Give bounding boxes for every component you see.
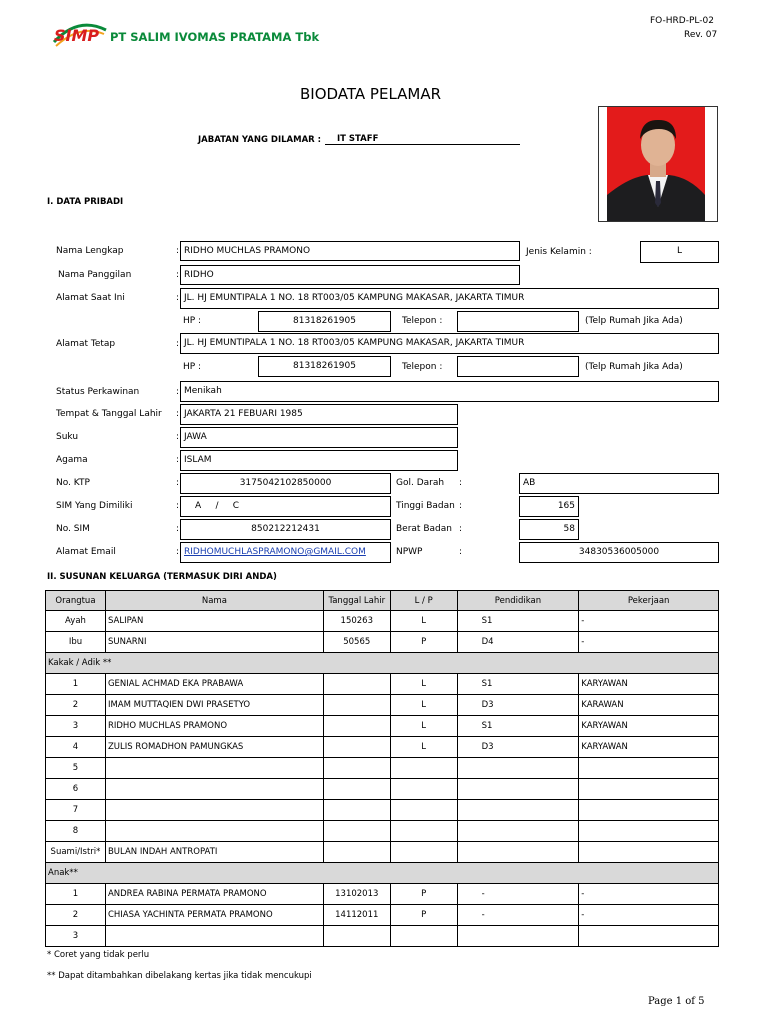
field-ttl[interactable]: JAKARTA 21 FEBUARI 1985 <box>180 404 458 425</box>
label-suku: Suku <box>56 432 79 442</box>
telp-note-2: (Telp Rumah Jika Ada) <box>585 362 683 372</box>
colon: : <box>176 455 180 465</box>
field-tinggi-badan[interactable]: 165 <box>519 496 579 517</box>
section-personal-data: I. DATA PRIBADI <box>47 197 124 207</box>
cell-pend[interactable] <box>457 779 579 800</box>
label-status-perkawinan: Status Perkawinan <box>56 387 140 397</box>
field-email[interactable] <box>180 542 391 563</box>
table-row <box>46 800 719 821</box>
colon: : <box>459 524 463 534</box>
table-row-spouse <box>46 842 719 863</box>
cell-lp[interactable] <box>390 821 457 842</box>
header-orangtua: Orangtua <box>46 591 106 611</box>
cell-lp[interactable] <box>390 926 457 947</box>
header-pendidikan: Pendidikan <box>457 591 579 611</box>
label-ttl: Tempat & Tanggal Lahir <box>56 409 162 419</box>
company-name: PT SALIM IVOMAS PRATAMA Tbk <box>110 30 320 44</box>
cell-lp[interactable]: P <box>390 884 457 905</box>
section-family: II. SUSUNAN KELUARGA (TERMASUK DIRI ANDA) <box>47 572 277 582</box>
label-sim: SIM Yang Dimiliki <box>56 501 133 511</box>
cell-lp[interactable]: L <box>390 611 457 632</box>
colon: : <box>176 478 180 488</box>
cell-kerja[interactable]: - <box>579 905 719 926</box>
cell-lp[interactable] <box>390 758 457 779</box>
table-row <box>46 632 719 653</box>
cell-pend[interactable]: - <box>457 884 579 905</box>
cell-tgl[interactable]: 50565 <box>323 632 390 653</box>
colon: : <box>176 293 180 303</box>
cell-lp[interactable]: L <box>390 716 457 737</box>
cell-kerja[interactable] <box>579 758 719 779</box>
cell-kerja[interactable]: - <box>579 884 719 905</box>
table-row <box>46 716 719 737</box>
colon: : <box>176 270 180 280</box>
cell-tgl[interactable] <box>323 800 390 821</box>
label-telepon-1: Telepon : <box>402 316 443 326</box>
cell-tgl[interactable] <box>323 716 390 737</box>
company-logo <box>50 20 110 56</box>
label-npwp: NPWP <box>396 547 423 557</box>
cell-pend[interactable]: D4 <box>457 632 579 653</box>
cell-pend[interactable] <box>457 926 579 947</box>
field-ktp[interactable]: 3175042102850000 <box>180 473 391 494</box>
header-pekerjaan: Pekerjaan <box>579 591 719 611</box>
table-row <box>46 926 719 947</box>
cell-kerja[interactable]: KARYAWAN <box>579 716 719 737</box>
cell-no: 6 <box>46 779 106 800</box>
cell-tgl[interactable] <box>323 842 390 863</box>
cell-pend[interactable]: D3 <box>457 695 579 716</box>
label-email: Alamat Email <box>56 547 116 557</box>
label-gol-darah: Gol. Darah <box>396 478 445 488</box>
cell-nama[interactable]: IMAM MUTTAQIEN DWI PRASETYO <box>105 695 323 716</box>
cell-kerja[interactable]: - <box>579 632 719 653</box>
cell-pend[interactable] <box>457 758 579 779</box>
cell-kerja[interactable]: KARYAWAN <box>579 737 719 758</box>
cell-tgl[interactable]: 13102013 <box>323 884 390 905</box>
cell-kerja[interactable]: KARAWAN <box>579 695 719 716</box>
label-alamat-saat-ini: Alamat Saat Ini <box>56 293 125 303</box>
position-value: IT STAFF <box>325 134 520 145</box>
cell-lp[interactable] <box>390 842 457 863</box>
colon: : <box>176 409 180 419</box>
field-no-sim[interactable]: 850212212431 <box>180 519 391 540</box>
note-2: ** Dapat ditambahkan dibelakang kertas jika tidak mencukupi <box>47 971 312 981</box>
position-label: JABATAN YANG DILAMAR : <box>198 135 322 145</box>
colon: : <box>459 501 463 511</box>
cell-no: 1 <box>46 884 106 905</box>
cell-tgl[interactable] <box>323 821 390 842</box>
cell-nama[interactable]: SUNARNI <box>105 632 323 653</box>
cell-nama[interactable]: ANDREA RABINA PERMATA PRAMONO <box>105 884 323 905</box>
cell-kerja[interactable]: KARYAWAN <box>579 674 719 695</box>
header-lp: L / P <box>390 591 457 611</box>
table-row <box>46 674 719 695</box>
cell-no: 5 <box>46 758 106 779</box>
colon: : <box>176 524 180 534</box>
cell-tgl[interactable] <box>323 758 390 779</box>
colon: : <box>176 501 180 511</box>
label-berat-badan: Berat Badan <box>396 524 452 534</box>
field-agama[interactable]: ISLAM <box>180 450 458 471</box>
group-row-children <box>46 863 719 884</box>
email-link[interactable]: RIDHOMUCHLASPRAMONO@GMAIL.COM <box>184 547 366 557</box>
field-nama-panggilan[interactable]: RIDHO <box>180 265 520 285</box>
cell-pend[interactable]: S1 <box>457 716 579 737</box>
cell-kerja[interactable] <box>579 842 719 863</box>
field-telepon-2[interactable] <box>457 356 579 377</box>
cell-nama[interactable] <box>105 926 323 947</box>
field-alamat-tetap[interactable]: JL. HJ EMUNTIPALA 1 NO. 18 RT003/05 KAMPUNG MAKASAR, JAKARTA TIMUR <box>180 333 719 354</box>
label-tinggi-badan: Tinggi Badan <box>396 501 455 511</box>
cell-no: 3 <box>46 716 106 737</box>
cell-role: Ayah <box>46 611 106 632</box>
cell-no: 4 <box>46 737 106 758</box>
cell-nama[interactable] <box>105 821 323 842</box>
colon: : <box>176 339 180 349</box>
logo-text: SIMP <box>54 26 100 45</box>
cell-lp[interactable]: P <box>390 905 457 926</box>
cell-tgl[interactable] <box>323 737 390 758</box>
colon: : <box>459 547 463 557</box>
table-row <box>46 884 719 905</box>
telp-note-1: (Telp Rumah Jika Ada) <box>585 316 683 326</box>
label-agama: Agama <box>56 455 88 465</box>
cell-pend[interactable]: - <box>457 905 579 926</box>
cell-kerja[interactable] <box>579 821 719 842</box>
cell-no: 7 <box>46 800 106 821</box>
label-telepon-2: Telepon : <box>402 362 443 372</box>
label-nama-lengkap: Nama Lengkap <box>56 246 124 256</box>
cell-no: 1 <box>46 674 106 695</box>
field-hp-2[interactable]: 81318261905 <box>258 356 391 377</box>
table-row <box>46 821 719 842</box>
doc-code: FO-HRD-PL-02 <box>650 16 714 26</box>
colon: : <box>176 547 180 557</box>
label-hp-1: HP : <box>183 316 202 326</box>
page-number: Page 1 of 5 <box>648 996 705 1007</box>
group-row-siblings <box>46 653 719 674</box>
cell-kerja[interactable] <box>579 779 719 800</box>
cell-lp[interactable]: L <box>390 695 457 716</box>
cell-nama[interactable] <box>105 758 323 779</box>
cell-pend[interactable]: S1 <box>457 611 579 632</box>
cell-nama[interactable] <box>105 800 323 821</box>
label-jenis-kelamin: Jenis Kelamin : <box>526 247 592 257</box>
cell-pend[interactable]: S1 <box>457 674 579 695</box>
cell-nama[interactable]: GENIAL ACHMAD EKA PRABAWA <box>105 674 323 695</box>
cell-tgl[interactable] <box>323 674 390 695</box>
cell-lp[interactable] <box>390 779 457 800</box>
header-tanggal-lahir: Tanggal Lahir <box>323 591 390 611</box>
page-title: BIODATA PELAMAR <box>300 85 442 103</box>
field-gol-darah[interactable]: AB <box>519 473 719 494</box>
family-table <box>45 590 719 947</box>
table-row <box>46 905 719 926</box>
cell-kerja[interactable] <box>579 926 719 947</box>
cell-no: 3 <box>46 926 106 947</box>
field-berat-badan[interactable]: 58 <box>519 519 579 540</box>
label-no-sim: No. SIM <box>56 524 90 534</box>
table-row <box>46 695 719 716</box>
siblings-label: Kakak / Adik ** <box>46 653 719 674</box>
cell-tgl[interactable] <box>323 926 390 947</box>
label-ktp: No. KTP <box>56 478 90 488</box>
children-label: Anak** <box>46 863 719 884</box>
field-npwp[interactable]: 34830536005000 <box>519 542 719 563</box>
cell-tgl[interactable]: 14112011 <box>323 905 390 926</box>
field-alamat-saat-ini[interactable]: JL. HJ EMUNTIPALA 1 NO. 18 RT003/05 KAMPUNG MAKASAR, JAKARTA TIMUR <box>180 288 719 309</box>
cell-kerja[interactable] <box>579 800 719 821</box>
field-status-perkawinan[interactable]: Menikah <box>180 381 719 402</box>
cell-lp[interactable]: L <box>390 674 457 695</box>
cell-lp[interactable]: P <box>390 632 457 653</box>
applicant-photo <box>598 106 718 222</box>
cell-no: 2 <box>46 695 106 716</box>
field-sim[interactable]: A / C <box>180 496 391 517</box>
field-nama-lengkap[interactable]: RIDHO MUCHLAS PRAMONO <box>180 241 520 261</box>
field-telepon-1[interactable] <box>457 311 579 332</box>
cell-tgl[interactable] <box>323 695 390 716</box>
note-1: * Coret yang tidak perlu <box>47 950 150 960</box>
cell-pend[interactable] <box>457 842 579 863</box>
cell-pend[interactable]: D3 <box>457 737 579 758</box>
cell-pend[interactable] <box>457 821 579 842</box>
cell-lp[interactable] <box>390 800 457 821</box>
table-row <box>46 779 719 800</box>
colon: : <box>176 246 180 256</box>
header-nama: Nama <box>105 591 323 611</box>
cell-pend[interactable] <box>457 800 579 821</box>
cell-nama[interactable]: SALIPAN <box>105 611 323 632</box>
colon: : <box>459 478 463 488</box>
cell-nama[interactable]: BULAN INDAH ANTROPATI <box>105 842 323 863</box>
field-hp-1[interactable]: 81318261905 <box>258 311 391 332</box>
cell-role: Suami/Istri* <box>46 842 106 863</box>
family-header-row <box>46 591 719 611</box>
field-jenis-kelamin[interactable]: L <box>640 241 719 263</box>
cell-nama[interactable]: CHIASA YACHINTA PERMATA PRAMONO <box>105 905 323 926</box>
cell-no: 2 <box>46 905 106 926</box>
doc-rev: Rev. 07 <box>684 30 718 40</box>
cell-tgl[interactable] <box>323 779 390 800</box>
cell-nama[interactable]: ZULIS ROMADHON PAMUNGKAS <box>105 737 323 758</box>
cell-tgl[interactable]: 150263 <box>323 611 390 632</box>
cell-lp[interactable]: L <box>390 737 457 758</box>
label-nama-panggilan: Nama Panggilan <box>58 270 132 280</box>
table-row <box>46 737 719 758</box>
table-row <box>46 611 719 632</box>
colon: : <box>176 387 180 397</box>
cell-kerja[interactable]: - <box>579 611 719 632</box>
field-suku[interactable]: JAWA <box>180 427 458 448</box>
colon: : <box>176 432 180 442</box>
cell-no: 8 <box>46 821 106 842</box>
label-alamat-tetap: Alamat Tetap <box>56 339 116 349</box>
label-hp-2: HP : <box>183 362 202 372</box>
cell-nama[interactable]: RIDHO MUCHLAS PRAMONO <box>105 716 323 737</box>
cell-role: Ibu <box>46 632 106 653</box>
table-row <box>46 758 719 779</box>
cell-nama[interactable] <box>105 779 323 800</box>
